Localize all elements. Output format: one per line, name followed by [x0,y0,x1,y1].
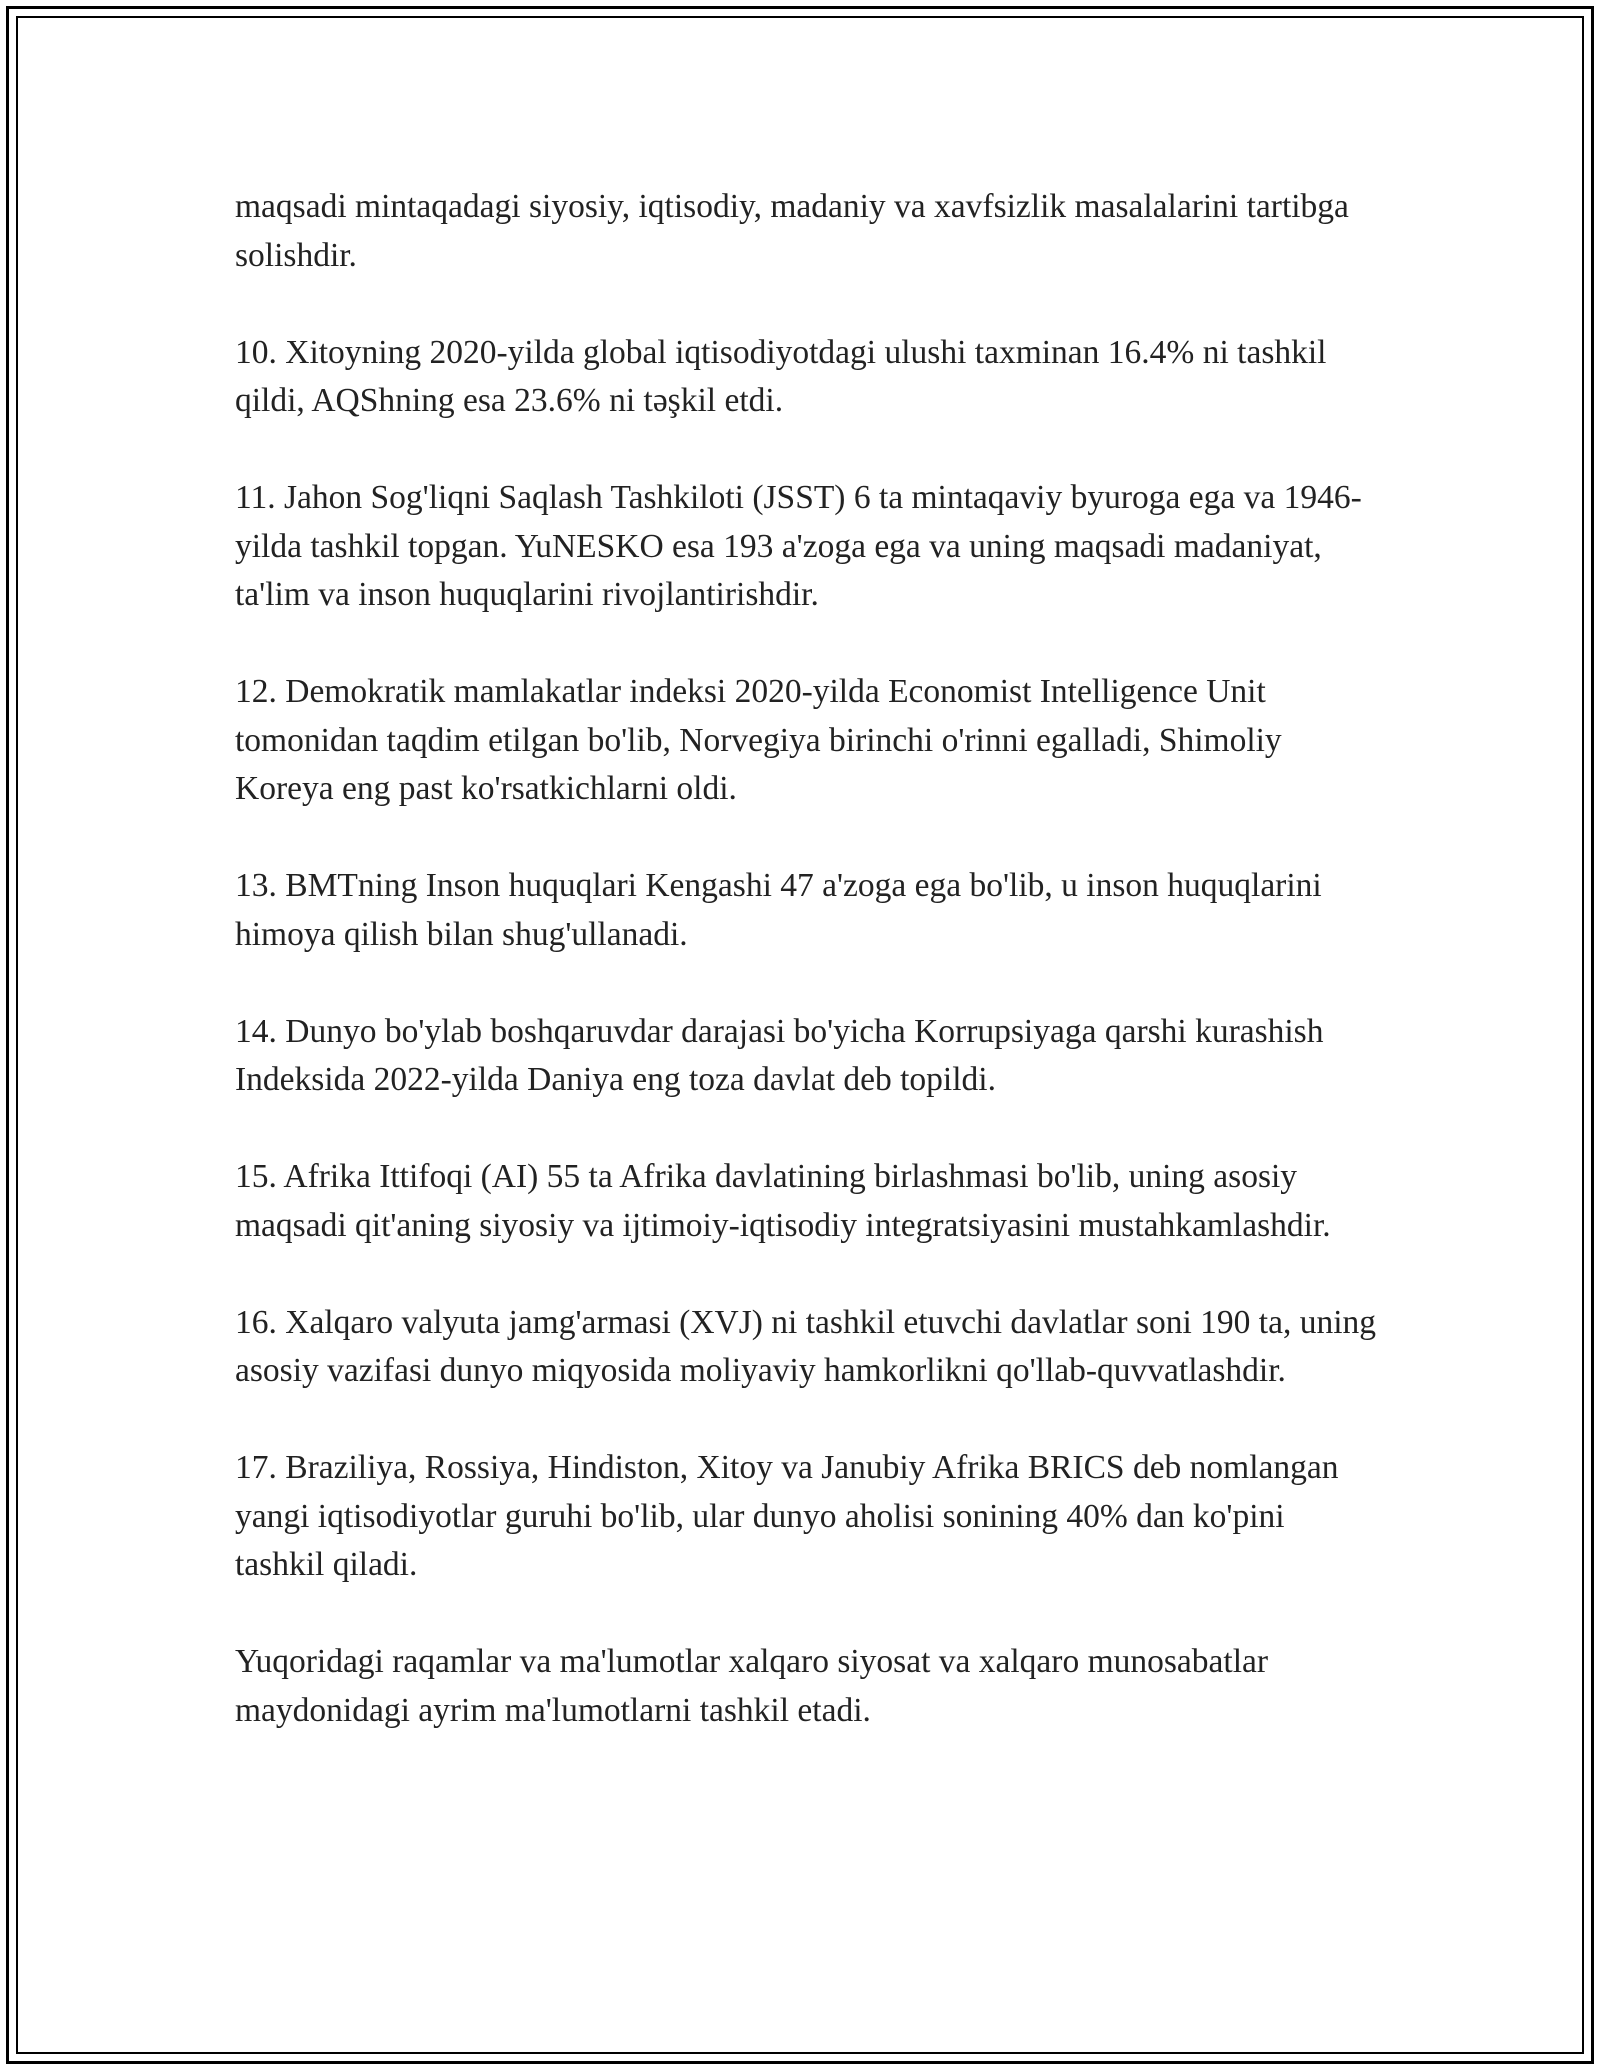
paragraph-item-12: 12. Demokratik mamlakatlar indeksi 2020-yilda Economist Intelligence Unit tomonidan taqdim etilgan bo'lib, Norvegiya birinchi o'rinni egalladi, Shimoliy Koreya eng past ko'rsatkichlarni oldi. [235,673,1282,807]
paragraph-conclusion: Yuqoridagi raqamlar va ma'lumotlar xalqaro siyosat va xalqaro munosabatlar maydonidagi ayrim ma'lumotlarni tashkil etadi. [235,1643,1269,1729]
document-body [235,183,1380,1784]
paragraph-item-10: 10. Xitoyning 2020-yilda global iqtisodiyotdagi ulushi taxminan 16.4% ni tashkil qildi, AQShning esa 23.6% ni təşkil etdi. [235,333,1327,419]
paragraph-item-17: 17. Braziliya, Rossiya, Hindiston, Xitoy va Janubiy Afrika BRICS deb nomlangan yangi iqtisodiyotlar guruhi bo'lib, ular dunyo aholisi sonining 40% dan ko'pini tashkil qiladi. [235,1449,1339,1583]
paragraph-item-15: 15. Afrika Ittifoqi (AI) 55 ta Afrika davlatining birlashmasi bo'lib, uning asosiy maqsadi qit'aning siyosiy va ijtimoiy-iqtisodiy integratsiyasini mustahkamlashdir. [235,1158,1331,1244]
paragraph-item-13: 13. BMTning Inson huquqlari Kengashi 47 a'zoga ega bo'lib, u inson huquqlarini himoya qilish bilan shug'ullanadi. [235,867,1322,953]
paragraph-item-16: 16. Xalqaro valyuta jamg'armasi (XVJ) ni tashkil etuvchi davlatlar soni 190 ta, uning asosiy vazifasi dunyo miqyosida moliyaviy hamkorlikni qo'llab-quvvatlashdir. [235,1303,1377,1389]
paragraph-intro-continuation: maqsadi mintaqadagi siyosiy, iqtisodiy, madaniy va xavfsizlik masalalarini tartibga solishdir. [235,188,1349,274]
paragraph-item-11: 11. Jahon Sog'liqni Saqlash Tashkiloti (JSST) 6 ta mintaqaviy byuroga ega va 1946-yilda tashkil topgan. YuNESKO esa 193 a'zoga ega va uning maqsadi madaniyat, ta'lim va inson huquqlarini rivojlantirishdir. [235,479,1362,613]
paragraph-item-14: 14. Dunyo bo'ylab boshqaruvdar darajasi bo'yicha Korrupsiyaga qarshi kurashish Indeksida 2022-yilda Daniya eng toza davlat deb topildi. [235,1012,1324,1098]
